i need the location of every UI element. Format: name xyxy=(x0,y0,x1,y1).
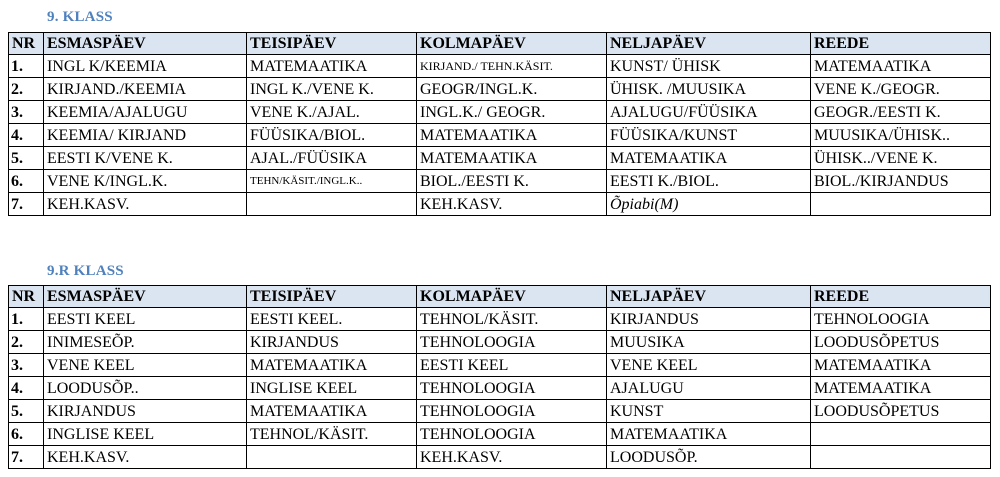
column-header-day: ESMASPÄEV xyxy=(44,33,247,55)
lesson-cell: MUUSIKA xyxy=(607,331,811,354)
lesson-cell: TEHNOLOOGIA xyxy=(811,308,991,331)
table-row xyxy=(9,331,991,354)
column-header-day: ESMASPÄEV xyxy=(44,286,247,308)
column-header-day: NELJAPÄEV xyxy=(607,286,811,308)
column-header-nr: NR xyxy=(9,33,44,55)
lesson-cell: MATEMAATIKA xyxy=(811,377,991,400)
lesson-cell: MATEMAATIKA xyxy=(247,55,417,78)
lesson-cell: INGL.K./ GEOGR. xyxy=(417,101,607,124)
lesson-cell: INGLISE KEEL xyxy=(44,423,247,446)
table-row xyxy=(9,354,991,377)
class-9-title: 9. KLASS xyxy=(47,9,113,25)
lesson-number: 3. xyxy=(9,354,44,377)
lesson-cell: AJALUGU/FÜÜSIKA xyxy=(607,101,811,124)
lesson-cell: KIRJANDUS xyxy=(607,308,811,331)
lesson-cell: Õpiabi(M) xyxy=(607,193,811,216)
lesson-cell: AJAL./FÜÜSIKA xyxy=(247,147,417,170)
lesson-cell: VENE KEEL xyxy=(607,354,811,377)
class-9-schedule-table xyxy=(8,32,991,216)
column-header-day: TEISIPÄEV xyxy=(247,33,417,55)
lesson-cell: TEHNOL/KÄSIT. xyxy=(417,308,607,331)
lesson-cell: MATEMAATIKA xyxy=(607,423,811,446)
lesson-number: 1. xyxy=(9,308,44,331)
lesson-cell: EESTI KEEL. xyxy=(247,308,417,331)
lesson-number: 4. xyxy=(9,124,44,147)
class-9r-schedule-table xyxy=(8,285,991,469)
lesson-cell: ÜHISK. /MUUSIKA xyxy=(607,78,811,101)
lesson-cell: TEHNOLOOGIA xyxy=(417,377,607,400)
lesson-number: 2. xyxy=(9,78,44,101)
lesson-cell: GEOGR./EESTI K. xyxy=(811,101,991,124)
column-header-day: TEISIPÄEV xyxy=(247,286,417,308)
lesson-cell: ÜHISK../VENE K. xyxy=(811,147,991,170)
lesson-cell: LOODUSÕP.. xyxy=(44,377,247,400)
lesson-number: 7. xyxy=(9,446,44,469)
lesson-number: 5. xyxy=(9,147,44,170)
lesson-cell: KEEMIA/AJALUGU xyxy=(44,101,247,124)
table-row xyxy=(9,400,991,423)
table-row xyxy=(9,193,991,216)
header-row xyxy=(9,33,991,55)
lesson-cell: TEHNOL/KÄSIT. xyxy=(247,423,417,446)
lesson-number: 2. xyxy=(9,331,44,354)
lesson-cell xyxy=(247,446,417,469)
lesson-cell: MATEMAATIKA xyxy=(247,354,417,377)
lesson-cell: MATEMAATIKA xyxy=(417,147,607,170)
lesson-number: 6. xyxy=(9,423,44,446)
lesson-cell: KEH.KASV. xyxy=(44,193,247,216)
lesson-cell: KUNST xyxy=(607,400,811,423)
lesson-cell: FÜÜSIKA/BIOL. xyxy=(247,124,417,147)
lesson-cell: INGL K./VENE K. xyxy=(247,78,417,101)
lesson-cell: FÜÜSIKA/KUNST xyxy=(607,124,811,147)
lesson-cell: INGL K/KEEMIA xyxy=(44,55,247,78)
lesson-cell xyxy=(811,423,991,446)
table-row xyxy=(9,101,991,124)
lesson-cell: KIRJAND./ TEHN.KÄSIT. xyxy=(417,55,607,78)
lesson-number: 5. xyxy=(9,400,44,423)
lesson-cell: KEH.KASV. xyxy=(44,446,247,469)
lesson-cell: LOODUSÕPETUS xyxy=(811,331,991,354)
column-header-day: NELJAPÄEV xyxy=(607,33,811,55)
lesson-number: 3. xyxy=(9,101,44,124)
table-row xyxy=(9,124,991,147)
lesson-cell xyxy=(811,446,991,469)
column-header-day: KOLMAPÄEV xyxy=(417,286,607,308)
lesson-cell: MATEMAATIKA xyxy=(607,147,811,170)
lesson-cell: KEH.KASV. xyxy=(417,446,607,469)
lesson-cell: MATEMAATIKA xyxy=(811,354,991,377)
lesson-cell: KUNST/ ÜHISK xyxy=(607,55,811,78)
table-row xyxy=(9,55,991,78)
lesson-cell: EESTI KEEL xyxy=(417,354,607,377)
lesson-cell: VENE K./AJAL. xyxy=(247,101,417,124)
lesson-cell: KIRJANDUS xyxy=(247,331,417,354)
lesson-cell: KEEMIA/ KIRJAND xyxy=(44,124,247,147)
table-row xyxy=(9,446,991,469)
lesson-cell: TEHN/KÄSIT./INGL.K.. xyxy=(247,170,417,193)
lesson-cell: KIRJAND./KEEMIA xyxy=(44,78,247,101)
table-row xyxy=(9,147,991,170)
lesson-number: 4. xyxy=(9,377,44,400)
lesson-cell: GEOGR/INGL.K. xyxy=(417,78,607,101)
lesson-cell xyxy=(811,193,991,216)
lesson-cell: EESTI K./BIOL. xyxy=(607,170,811,193)
lesson-cell: MATEMAATIKA xyxy=(417,124,607,147)
lesson-cell: INGLISE KEEL xyxy=(247,377,417,400)
lesson-number: 6. xyxy=(9,170,44,193)
lesson-cell: KIRJANDUS xyxy=(44,400,247,423)
lesson-number: 1. xyxy=(9,55,44,78)
lesson-cell: BIOL./EESTI K. xyxy=(417,170,607,193)
lesson-cell: EESTI K/VENE K. xyxy=(44,147,247,170)
lesson-cell: LOODUSÕP. xyxy=(607,446,811,469)
lesson-cell: VENE K./GEOGR. xyxy=(811,78,991,101)
table-row xyxy=(9,308,991,331)
lesson-number: 7. xyxy=(9,193,44,216)
table-row xyxy=(9,423,991,446)
lesson-cell: INIMESEÕP. xyxy=(44,331,247,354)
lesson-cell: AJALUGU xyxy=(607,377,811,400)
lesson-cell: LOODUSÕPETUS xyxy=(811,400,991,423)
lesson-cell: EESTI KEEL xyxy=(44,308,247,331)
lesson-cell: MATEMAATIKA xyxy=(811,55,991,78)
lesson-cell xyxy=(247,193,417,216)
lesson-cell: BIOL./KIRJANDUS xyxy=(811,170,991,193)
lesson-cell: TEHNOLOOGIA xyxy=(417,331,607,354)
lesson-cell: TEHNOLOOGIA xyxy=(417,423,607,446)
column-header-day: REEDE xyxy=(811,286,991,308)
lesson-cell: TEHNOLOOGIA xyxy=(417,400,607,423)
table-row xyxy=(9,170,991,193)
lesson-cell: MATEMAATIKA xyxy=(247,400,417,423)
lesson-cell: VENE KEEL xyxy=(44,354,247,377)
lesson-cell: MUUSIKA/ÜHISK.. xyxy=(811,124,991,147)
table-row xyxy=(9,377,991,400)
lesson-cell: KEH.KASV. xyxy=(417,193,607,216)
class-9r-title: 9.R KLASS xyxy=(47,263,124,279)
column-header-day: KOLMAPÄEV xyxy=(417,33,607,55)
column-header-nr: NR xyxy=(9,286,44,308)
header-row xyxy=(9,286,991,308)
column-header-day: REEDE xyxy=(811,33,991,55)
lesson-cell: VENE K/INGL.K. xyxy=(44,170,247,193)
table-row xyxy=(9,78,991,101)
